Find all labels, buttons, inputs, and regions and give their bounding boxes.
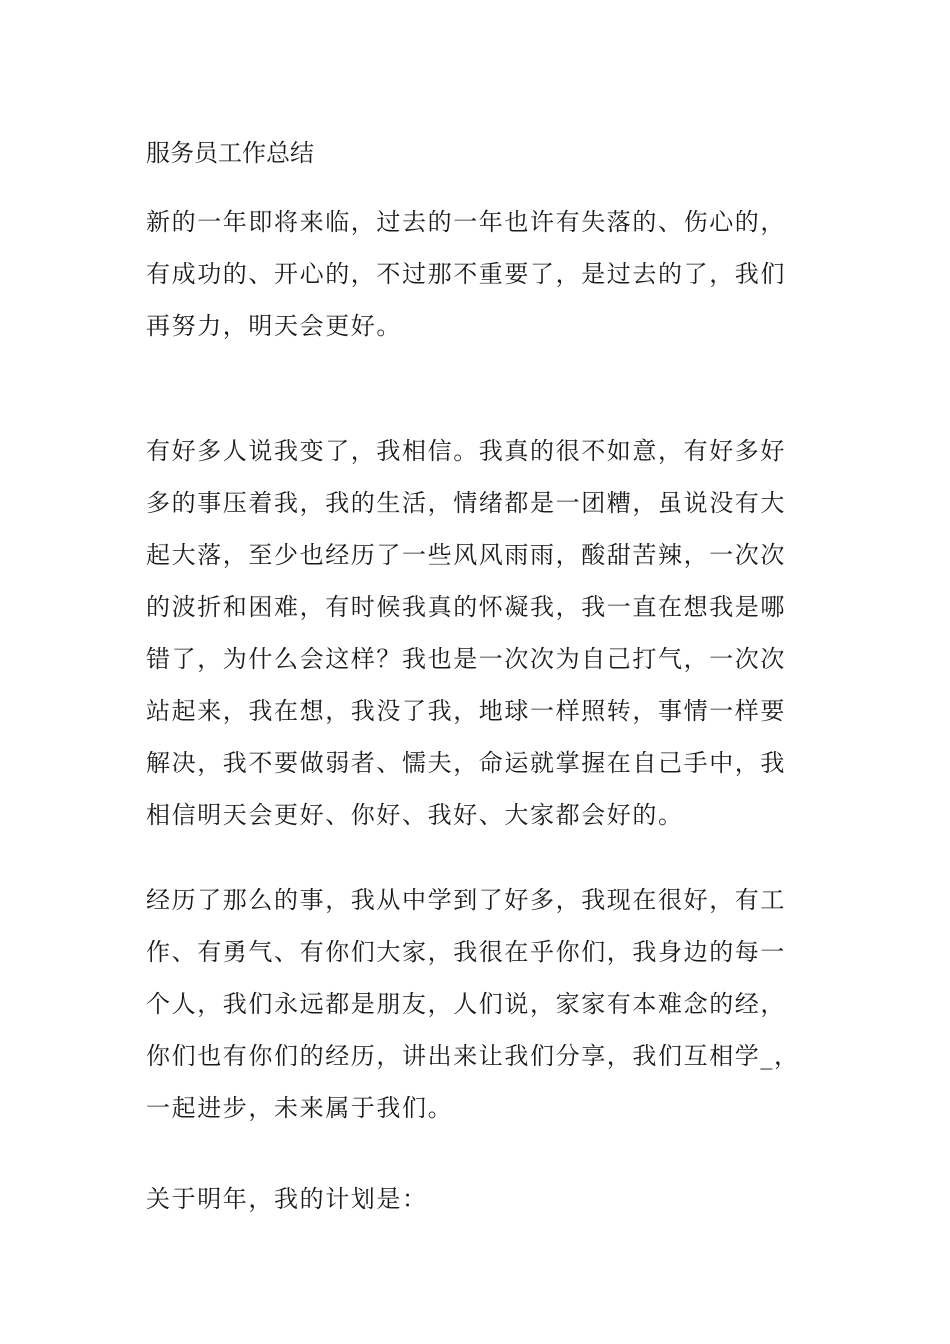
paragraph-line: 解决，我不要做弱者、懦夫，命运就掌握在自己手中，我 (146, 749, 786, 777)
paragraph-line: 错了，为什么会这样？我也是一次次为自己打气，一次次 (146, 645, 786, 673)
paragraph-line: 再努力，明天会更好。 (146, 312, 402, 340)
paragraph-line: 经历了那么的事，我从中学到了好多，我现在很好，有工 (146, 886, 786, 914)
paragraph-line: 有好多人说我变了，我相信。我真的很不如意，有好多好 (146, 437, 786, 465)
paragraph-line: 的波折和困难，有时候我真的怀凝我，我一直在想我是哪 (146, 593, 786, 621)
paragraph-line: 有成功的、开心的，不过那不重要了，是过去的了，我们 (146, 260, 786, 288)
document-title: 服务员工作总结 (146, 139, 314, 167)
paragraph-new-year (146, 196, 806, 352)
paragraph-line: 个人，我们永远都是朋友，人们说，家家有本难念的经， (146, 990, 786, 1018)
paragraph-line: 新的一年即将来临，过去的一年也许有失落的、伤心的， (146, 208, 786, 236)
paragraph-line: 作、有勇气、有你们大家，我很在乎你们，我身边的每一 (146, 938, 786, 966)
paragraph-plan (146, 1173, 806, 1225)
paragraph-line: 站起来，我在想，我没了我，地球一样照转，事情一样要 (146, 697, 786, 725)
paragraph-line: 相信明天会更好、你好、我好、大家都会好的。 (146, 801, 684, 829)
paragraph-line: 起大落，至少也经历了一些风风雨雨，酸甜苦辣，一次次 (146, 541, 786, 569)
paragraph-changes (146, 425, 806, 841)
paragraph-line: 关于明年，我的计划是： (146, 1185, 428, 1213)
paragraph-line: 一起进步，未来属于我们。 (146, 1094, 454, 1122)
paragraph-line: 多的事压着我，我的生活，情绪都是一团糟，虽说没有大 (146, 489, 786, 517)
paragraph-line: 你们也有你们的经历，讲出来让我们分享，我们互相学_， (146, 1042, 800, 1070)
paragraph-experience (146, 874, 806, 1134)
